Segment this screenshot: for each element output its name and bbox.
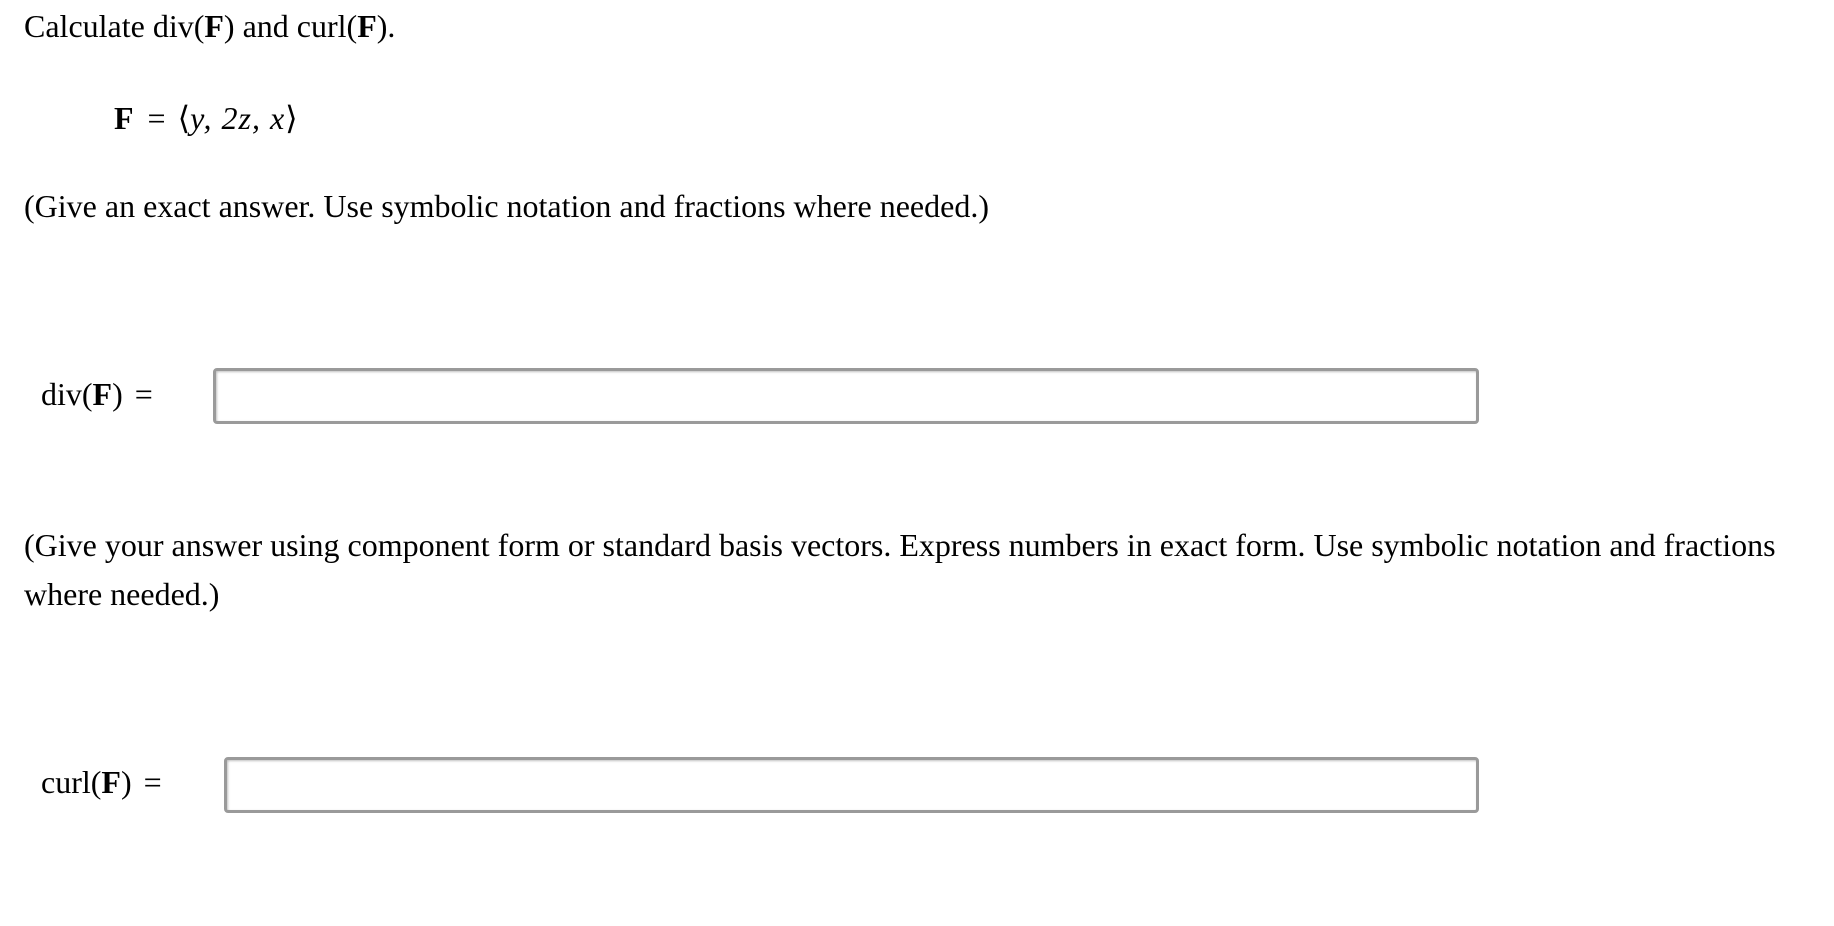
div-label-prefix: div(: [41, 376, 93, 412]
div-label-equals: =: [134, 376, 153, 412]
curl-label-vector-f: F: [101, 764, 121, 800]
prompt-vector-f: F: [204, 8, 224, 44]
curl-label-suffix: ): [120, 764, 132, 800]
formula-open-angle: ⟨: [177, 100, 191, 136]
div-label-vector-f: F: [92, 376, 113, 412]
prompt-prefix: Calculate div(: [24, 8, 205, 44]
curl-label-prefix: curl(: [41, 764, 102, 800]
prompt-vector-f-2: F: [357, 8, 377, 44]
div-answer-label: [41, 374, 153, 414]
curl-answer-input[interactable]: [224, 757, 1479, 813]
formula-components: y, 2z, x: [190, 100, 286, 136]
div-instruction: (Give an exact answer. Use symbolic notation and fractions where needed.): [24, 188, 989, 224]
curl-label-equals: =: [143, 764, 162, 800]
prompt-middle: ) and curl(: [223, 8, 358, 44]
formula-equals: =: [147, 100, 166, 136]
prompt-suffix: ).: [376, 8, 396, 44]
vector-field-formula: [114, 98, 298, 138]
question-prompt: [24, 6, 395, 46]
div-answer-input[interactable]: [213, 368, 1479, 424]
formula-lhs: F: [114, 100, 134, 136]
curl-answer-label: [41, 762, 162, 802]
curl-instruction: (Give your answer using component form or standard basis vectors. Express numbers in exact form. Use symbolic notation and fractions where needed.): [24, 527, 1776, 612]
div-label-suffix: ): [112, 376, 123, 412]
formula-close-angle: ⟩: [285, 100, 298, 136]
